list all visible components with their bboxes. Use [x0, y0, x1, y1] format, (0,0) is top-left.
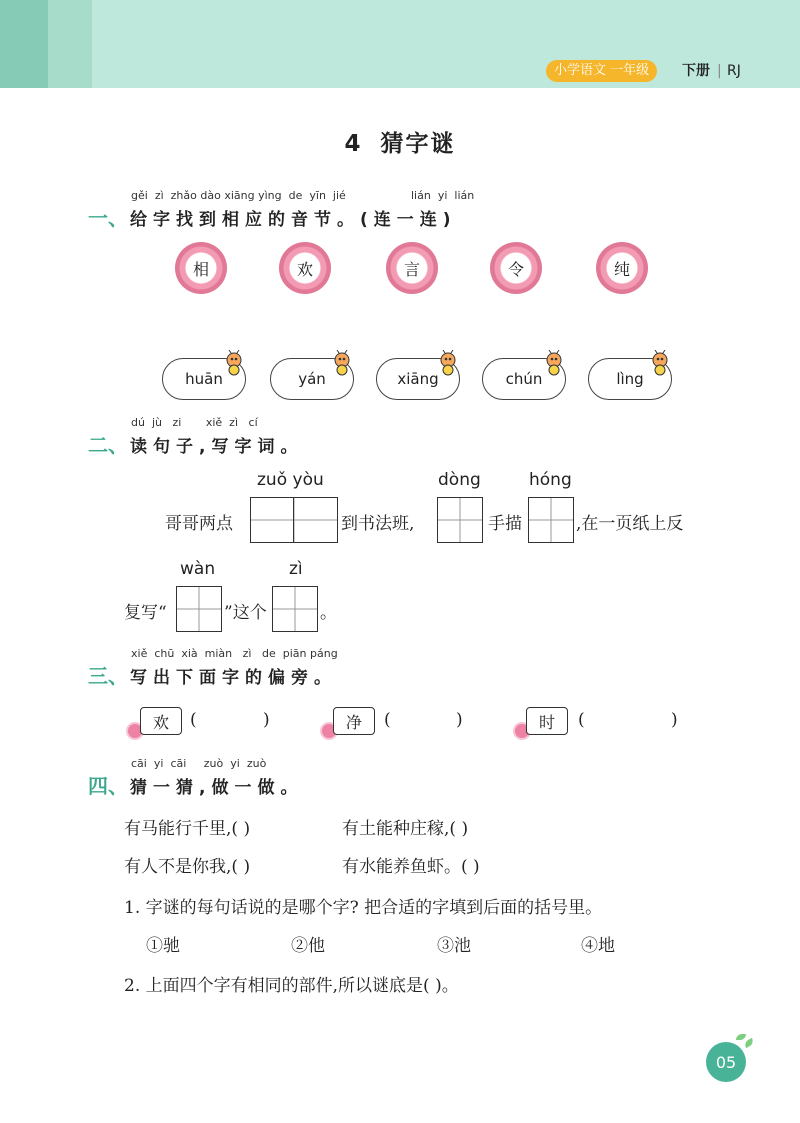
subject-badge: 小学语文 一年级 [546, 60, 657, 82]
pinyin: dào [200, 189, 221, 202]
answer-blank[interactable] [595, 712, 665, 730]
option-2: ②他 [291, 936, 325, 956]
pinyin-zuoyou: zuǒ yòu [257, 470, 324, 490]
pinyin: yi [153, 757, 164, 770]
lesson-number: 4 [344, 131, 363, 157]
section-number: 一、 [88, 206, 128, 230]
sentence-text: 。 [320, 603, 337, 623]
pinyin: lián [454, 189, 475, 202]
syllable: huān [185, 370, 223, 388]
option-1: ①驰 [146, 936, 180, 956]
write-box-zi[interactable] [272, 586, 318, 632]
syllable: yán [298, 370, 326, 388]
sentence-text: 手描 [488, 514, 522, 534]
char: 言 [403, 259, 420, 279]
flower-char[interactable] [175, 242, 227, 294]
sentence-text: ,在一页纸上反 [576, 514, 684, 534]
pinyin-line [131, 189, 346, 202]
lesson-title: 猜字谜 [380, 131, 456, 157]
pinyin: xiě [131, 647, 148, 660]
pinyin-wan: wàn [180, 559, 216, 579]
section-number: 四、 [88, 774, 128, 798]
pinyin: zhǎo [170, 189, 197, 202]
pinyin: jié [332, 189, 346, 202]
leaf-icon [743, 1038, 755, 1048]
pinyin: zuò [246, 757, 267, 770]
pinyin-line [131, 757, 266, 770]
paren-close: ) [456, 710, 463, 730]
leaf-icon [736, 1034, 746, 1040]
radical-char: 欢 [140, 707, 182, 735]
paren-open: ( [190, 710, 197, 730]
write-box-hong[interactable] [528, 497, 574, 543]
bee-icon [222, 350, 246, 376]
flower-char[interactable] [386, 242, 438, 294]
pinyin: yi [437, 189, 448, 202]
pinyin-line [411, 189, 474, 202]
option-4: ④地 [581, 936, 615, 956]
section-number: 二、 [88, 433, 128, 457]
paren-close: ) [263, 710, 270, 730]
bee-icon [542, 350, 566, 376]
pinyin-dong: dòng [438, 470, 481, 490]
syllable: chún [505, 370, 543, 388]
pinyin: xiāng [224, 189, 255, 202]
question-2: 2. 上面四个字有相同的部件,所以谜底是( )。 [124, 976, 459, 996]
pinyin: cāi [170, 757, 187, 770]
page-title [0, 125, 800, 158]
paren-open: ( [384, 710, 391, 730]
write-box-zuoyou[interactable] [250, 497, 338, 543]
sentence-text: ”这个 [224, 603, 267, 623]
riddle-line: 有土能种庄稼,( ) [342, 819, 469, 839]
bee-icon [330, 350, 354, 376]
sentence-text: 哥哥两点 [165, 514, 233, 534]
pinyin: xiě [205, 416, 223, 429]
sentence-text: 复写“ [124, 603, 167, 623]
char: 纯 [613, 259, 630, 279]
header-stripe [0, 0, 48, 88]
pinyin: gěi [131, 189, 148, 202]
section-number: 三、 [88, 664, 128, 688]
pinyin: zì [229, 416, 239, 429]
riddle-line: 有人不是你我,( ) [124, 857, 251, 877]
pinyin: yìng [258, 189, 282, 202]
pinyin: yīn [309, 189, 326, 202]
section-instruction: 写出下面字的偏旁。 [130, 668, 337, 688]
answer-blank[interactable] [400, 712, 450, 730]
pinyin: piān [282, 647, 307, 660]
pinyin: zì [242, 647, 252, 660]
radical-char: 时 [526, 707, 568, 735]
pinyin: cí [248, 416, 258, 429]
paren-close: ) [671, 710, 678, 730]
bee-icon [436, 350, 460, 376]
page-number: 05 [706, 1042, 746, 1082]
pinyin: de [261, 647, 276, 660]
header-band [0, 0, 800, 88]
write-box-dong[interactable] [437, 497, 483, 543]
header-separator: | [717, 63, 722, 79]
pinyin: de [288, 189, 303, 202]
flower-char[interactable] [596, 242, 648, 294]
section-instruction: 猜一猜,做一做。 [130, 778, 304, 798]
sentence-text: 到书法班, [341, 514, 415, 534]
pinyin: cāi [131, 757, 147, 770]
char: 欢 [296, 259, 313, 279]
pinyin: zi [172, 416, 182, 429]
riddle-line: 有水能养鱼虾。( ) [342, 857, 480, 877]
pinyin-hong: hóng [529, 470, 572, 490]
pinyin: lián [411, 189, 431, 202]
pinyin: chū [154, 647, 175, 660]
option-3: ③池 [437, 936, 471, 956]
pinyin-line [131, 647, 338, 660]
edition-label: RJ [727, 63, 741, 79]
section-instruction: 读句子,写字词。 [130, 437, 304, 457]
pinyin-zi: zì [289, 559, 303, 579]
pinyin: xià [181, 647, 198, 660]
pinyin: yi [230, 757, 240, 770]
section-instruction: 给字找到相应的音节。(连一连) [130, 210, 457, 230]
answer-blank[interactable] [205, 712, 260, 730]
syllable: lìng [616, 370, 644, 388]
volume-label: 下册 [682, 63, 710, 79]
syllable: xiāng [397, 370, 439, 388]
radical-char: 净 [333, 707, 375, 735]
pinyin-line [131, 416, 258, 429]
riddle-line: 有马能行千里,( ) [124, 819, 251, 839]
pinyin: zuò [203, 757, 224, 770]
char: 相 [192, 259, 209, 279]
pinyin: miàn [204, 647, 233, 660]
write-box-wan[interactable] [176, 586, 222, 632]
question-1: 1. 字谜的每句话说的是哪个字? 把合适的字填到后面的括号里。 [124, 898, 603, 918]
pinyin: dú [131, 416, 145, 429]
pinyin: jù [151, 416, 162, 429]
flower-char[interactable] [490, 242, 542, 294]
pinyin: zì [154, 189, 164, 202]
header-stripe [48, 0, 92, 88]
flower-char[interactable] [279, 242, 331, 294]
char: 令 [507, 259, 524, 279]
paren-open: ( [578, 710, 585, 730]
pinyin: páng [310, 647, 338, 660]
bee-icon [648, 350, 672, 376]
